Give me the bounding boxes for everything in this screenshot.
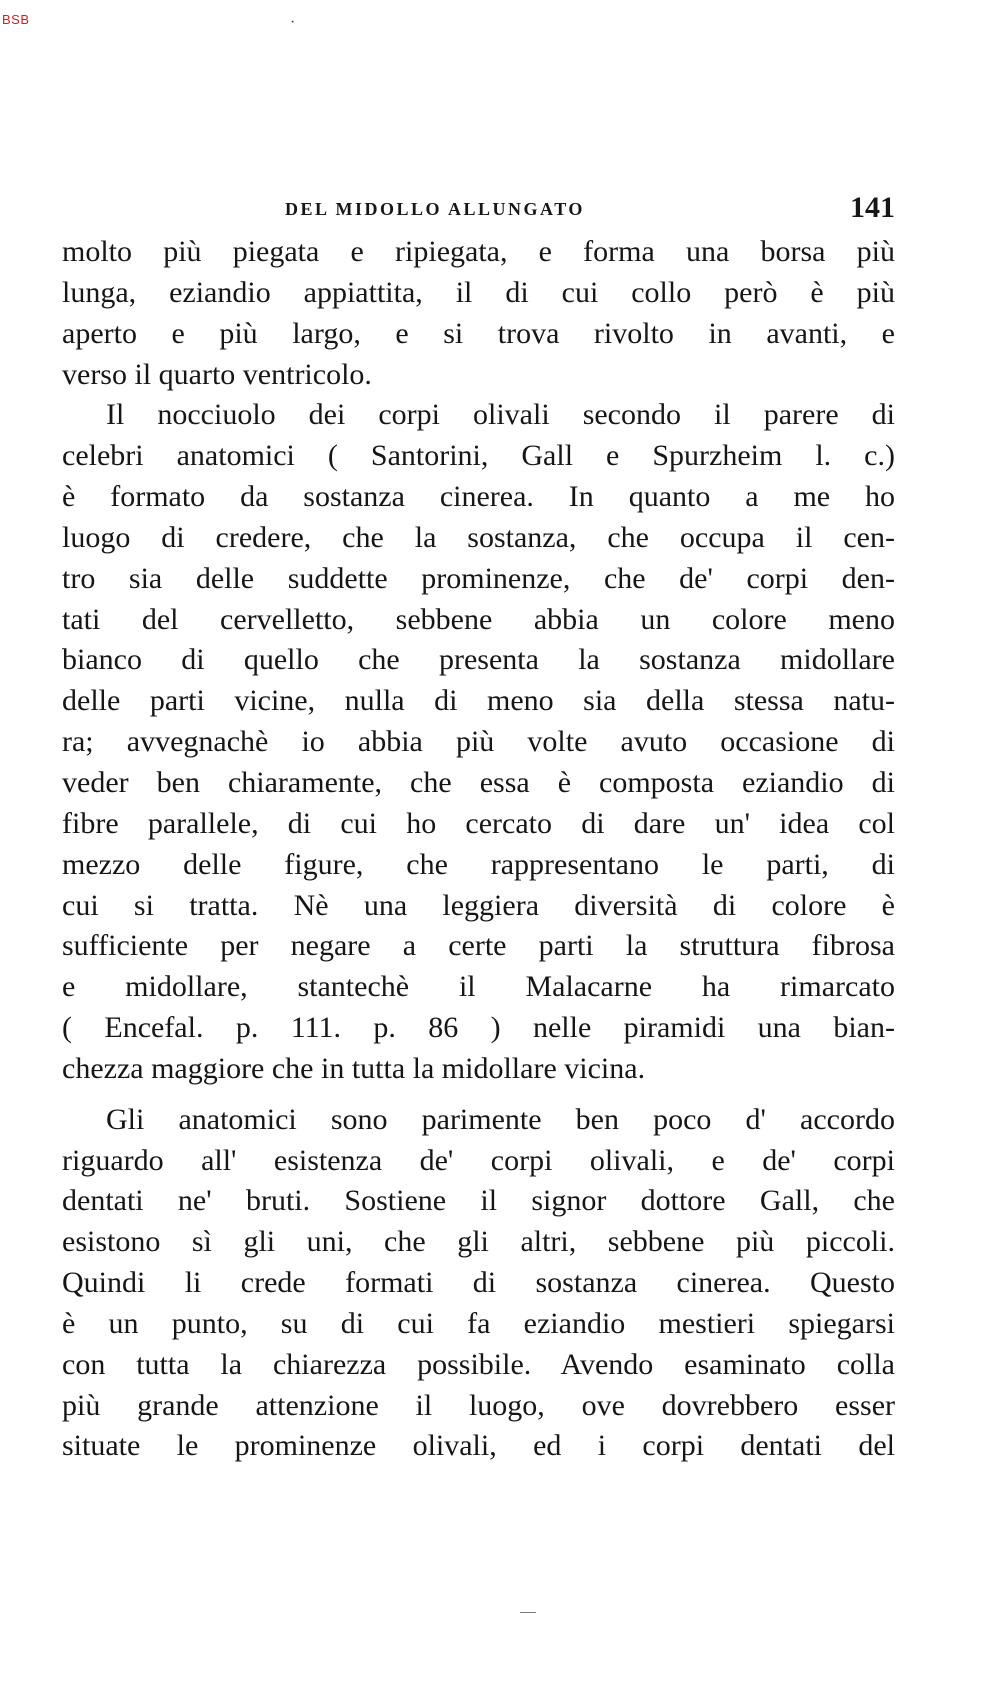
text-line: con tutta la chiarezza possibile. Avendo esaminato colla	[62, 1347, 895, 1381]
text-line: Il nocciuolo dei corpi olivali secondo il parere di	[106, 398, 895, 432]
text-line: Gli anatomici sono parimente ben poco d' accordo	[106, 1102, 895, 1136]
text-line: delle parti vicine, nulla di meno sia della stessa natu-	[62, 684, 895, 718]
text-line: luogo di credere, che la sostanza, che occupa il cen-	[62, 520, 895, 554]
text-line: è formato da sostanza cinerea. In quanto a me ho	[62, 480, 895, 514]
text-line: lunga, eziandio appiattita, il di cui collo però è più	[62, 275, 895, 309]
text-line: fibre parallele, di cui ho cercato di dare un' idea col	[62, 806, 895, 840]
scan-speck	[520, 1612, 536, 1613]
page-header	[285, 191, 895, 229]
text-line: ( Encefal. p. 111. p. 86 ) nelle piramidi una bian-	[62, 1011, 895, 1045]
body-text	[62, 232, 895, 1467]
text-line: aperto e più largo, e si trova rivolto in avanti, e	[62, 316, 895, 350]
text-line: situate le prominenze olivali, ed i corpi dentati del	[62, 1429, 895, 1463]
text-line: veder ben chiaramente, che essa è composta eziandio di	[62, 765, 895, 799]
page-number: 141	[850, 191, 895, 224]
scan-speck: ·	[290, 14, 296, 31]
text-line: dentati ne' bruti. Sostiene il signor dottore Gall, che	[62, 1184, 895, 1218]
text-line: sufficiente per negare a certe parti la struttura fibrosa	[62, 929, 895, 963]
text-line: cui si tratta. Nè una leggiera diversità di colore è	[62, 888, 895, 922]
text-line: bianco di quello che presenta la sostanza midollare	[62, 643, 895, 677]
text-line: celebri anatomici ( Santorini, Gall e Spurzheim l. c.)	[62, 439, 895, 473]
text-line: e midollare, stantechè il Malacarne ha rimarcato	[62, 970, 895, 1004]
text-line: più grande attenzione il luogo, ove dovrebbero esser	[62, 1388, 895, 1422]
text-line: verso il quarto ventricolo.	[62, 357, 372, 391]
text-line: chezza maggiore che in tutta la midollare vicina.	[62, 1051, 646, 1085]
text-line: esistono sì gli uni, che gli altri, sebbene più piccoli.	[62, 1225, 895, 1259]
text-line: Quindi li crede formati di sostanza cinerea. Questo	[62, 1266, 895, 1300]
text-line: riguardo all' esistenza de' corpi olivali, e de' corpi	[62, 1143, 895, 1177]
text-line: mezzo delle figure, che rappresentano le parti, di	[62, 847, 895, 881]
text-line: tro sia delle suddette prominenze, che de' corpi den-	[62, 561, 895, 595]
text-line: ra; avvegnachè io abbia più volte avuto occasione di	[62, 725, 895, 759]
text-line: molto più piegata e ripiegata, e forma una borsa più	[62, 235, 895, 268]
running-title: DEL MIDOLLO ALLUNGATO	[285, 199, 585, 219]
text-line: tati del cervelletto, sebbene abbia un colore meno	[62, 602, 895, 636]
library-stamp: BSB	[2, 12, 30, 27]
text-line: è un punto, su di cui fa eziandio mestieri spiegarsi	[62, 1306, 895, 1340]
